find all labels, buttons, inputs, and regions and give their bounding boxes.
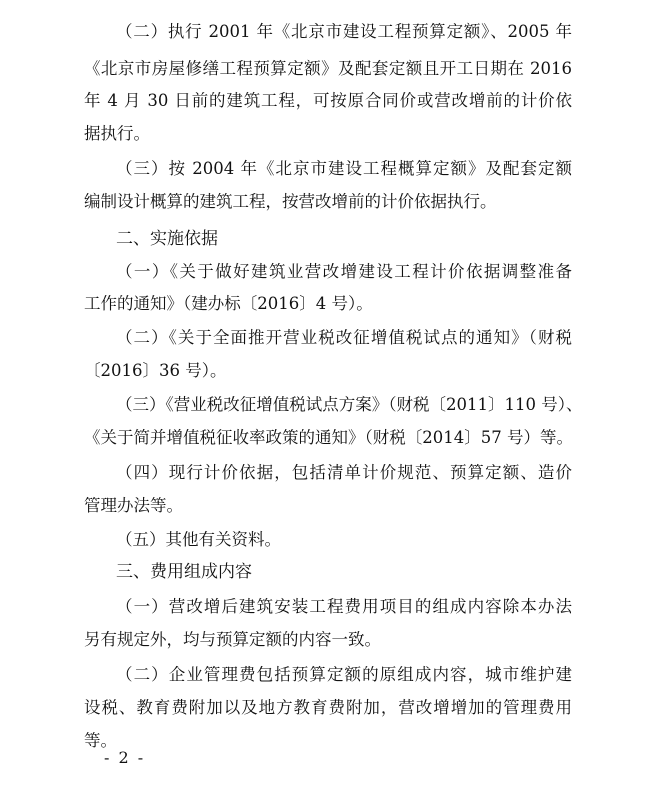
paragraph-line: （五）其他有关资料。 (116, 530, 281, 549)
paragraph-line: 《北京市房屋修缮工程预算定额》及配套定额且开工日期在 2016 (84, 59, 572, 78)
paragraph-line: 工作的通知》（建办标〔2016〕4 号）。 (84, 294, 373, 313)
paragraph-line: 编制设计概算的建筑工程，按营改增前的计价依据执行。 (84, 192, 497, 211)
paragraph-line: （四）现行计价依据，包括清单计价规范、预算定额、造价 (116, 463, 572, 482)
paragraph-line: （二）《关于全面推开营业税改征增值税试点的通知》（财税 (116, 328, 572, 347)
paragraph-line: 《关于简并增值税征收率政策的通知》（财税〔2014〕57 号）等。 (84, 428, 573, 447)
paragraph-line: （三）《营业税改征增值税试点方案》（财税〔2011〕110 号）、 (116, 395, 583, 414)
paragraph-line: 年 4 月 30 日前的建筑工程，可按原合同价或营改增前的计价依 (84, 91, 572, 110)
paragraph-line: （二）企业管理费包括预算定额的原组成内容，城市维护建 (116, 665, 572, 684)
page-number: - 2 - (104, 748, 146, 767)
paragraph-line: （一）《关于做好建筑业营改增建设工程计价依据调整准备 (116, 262, 572, 281)
section-heading: 三、费用组成内容 (116, 562, 252, 582)
paragraph-line: 设税、教育费附加以及地方教育费附加，营改增增加的管理费用 (84, 698, 572, 717)
paragraph-line: （三）按 2004 年《北京市建设工程概算定额》及配套定额 (116, 159, 572, 178)
paragraph-line: （一）营改增后建筑安装工程费用项目的组成内容除本办法 (116, 597, 572, 616)
paragraph-line: 据执行。 (84, 124, 150, 143)
paragraph-line: 管理办法等。 (84, 496, 183, 515)
paragraph-line: 等。 (84, 731, 117, 750)
section-heading: 二、实施依据 (116, 229, 218, 249)
paragraph-line: （二）执行 2001 年《北京市建设工程预算定额》、2005 年 (116, 22, 572, 41)
paragraph-line: 〔2016〕36 号）。 (84, 361, 227, 380)
paragraph-line: 另有规定外，均与预算定额的内容一致。 (84, 630, 381, 649)
